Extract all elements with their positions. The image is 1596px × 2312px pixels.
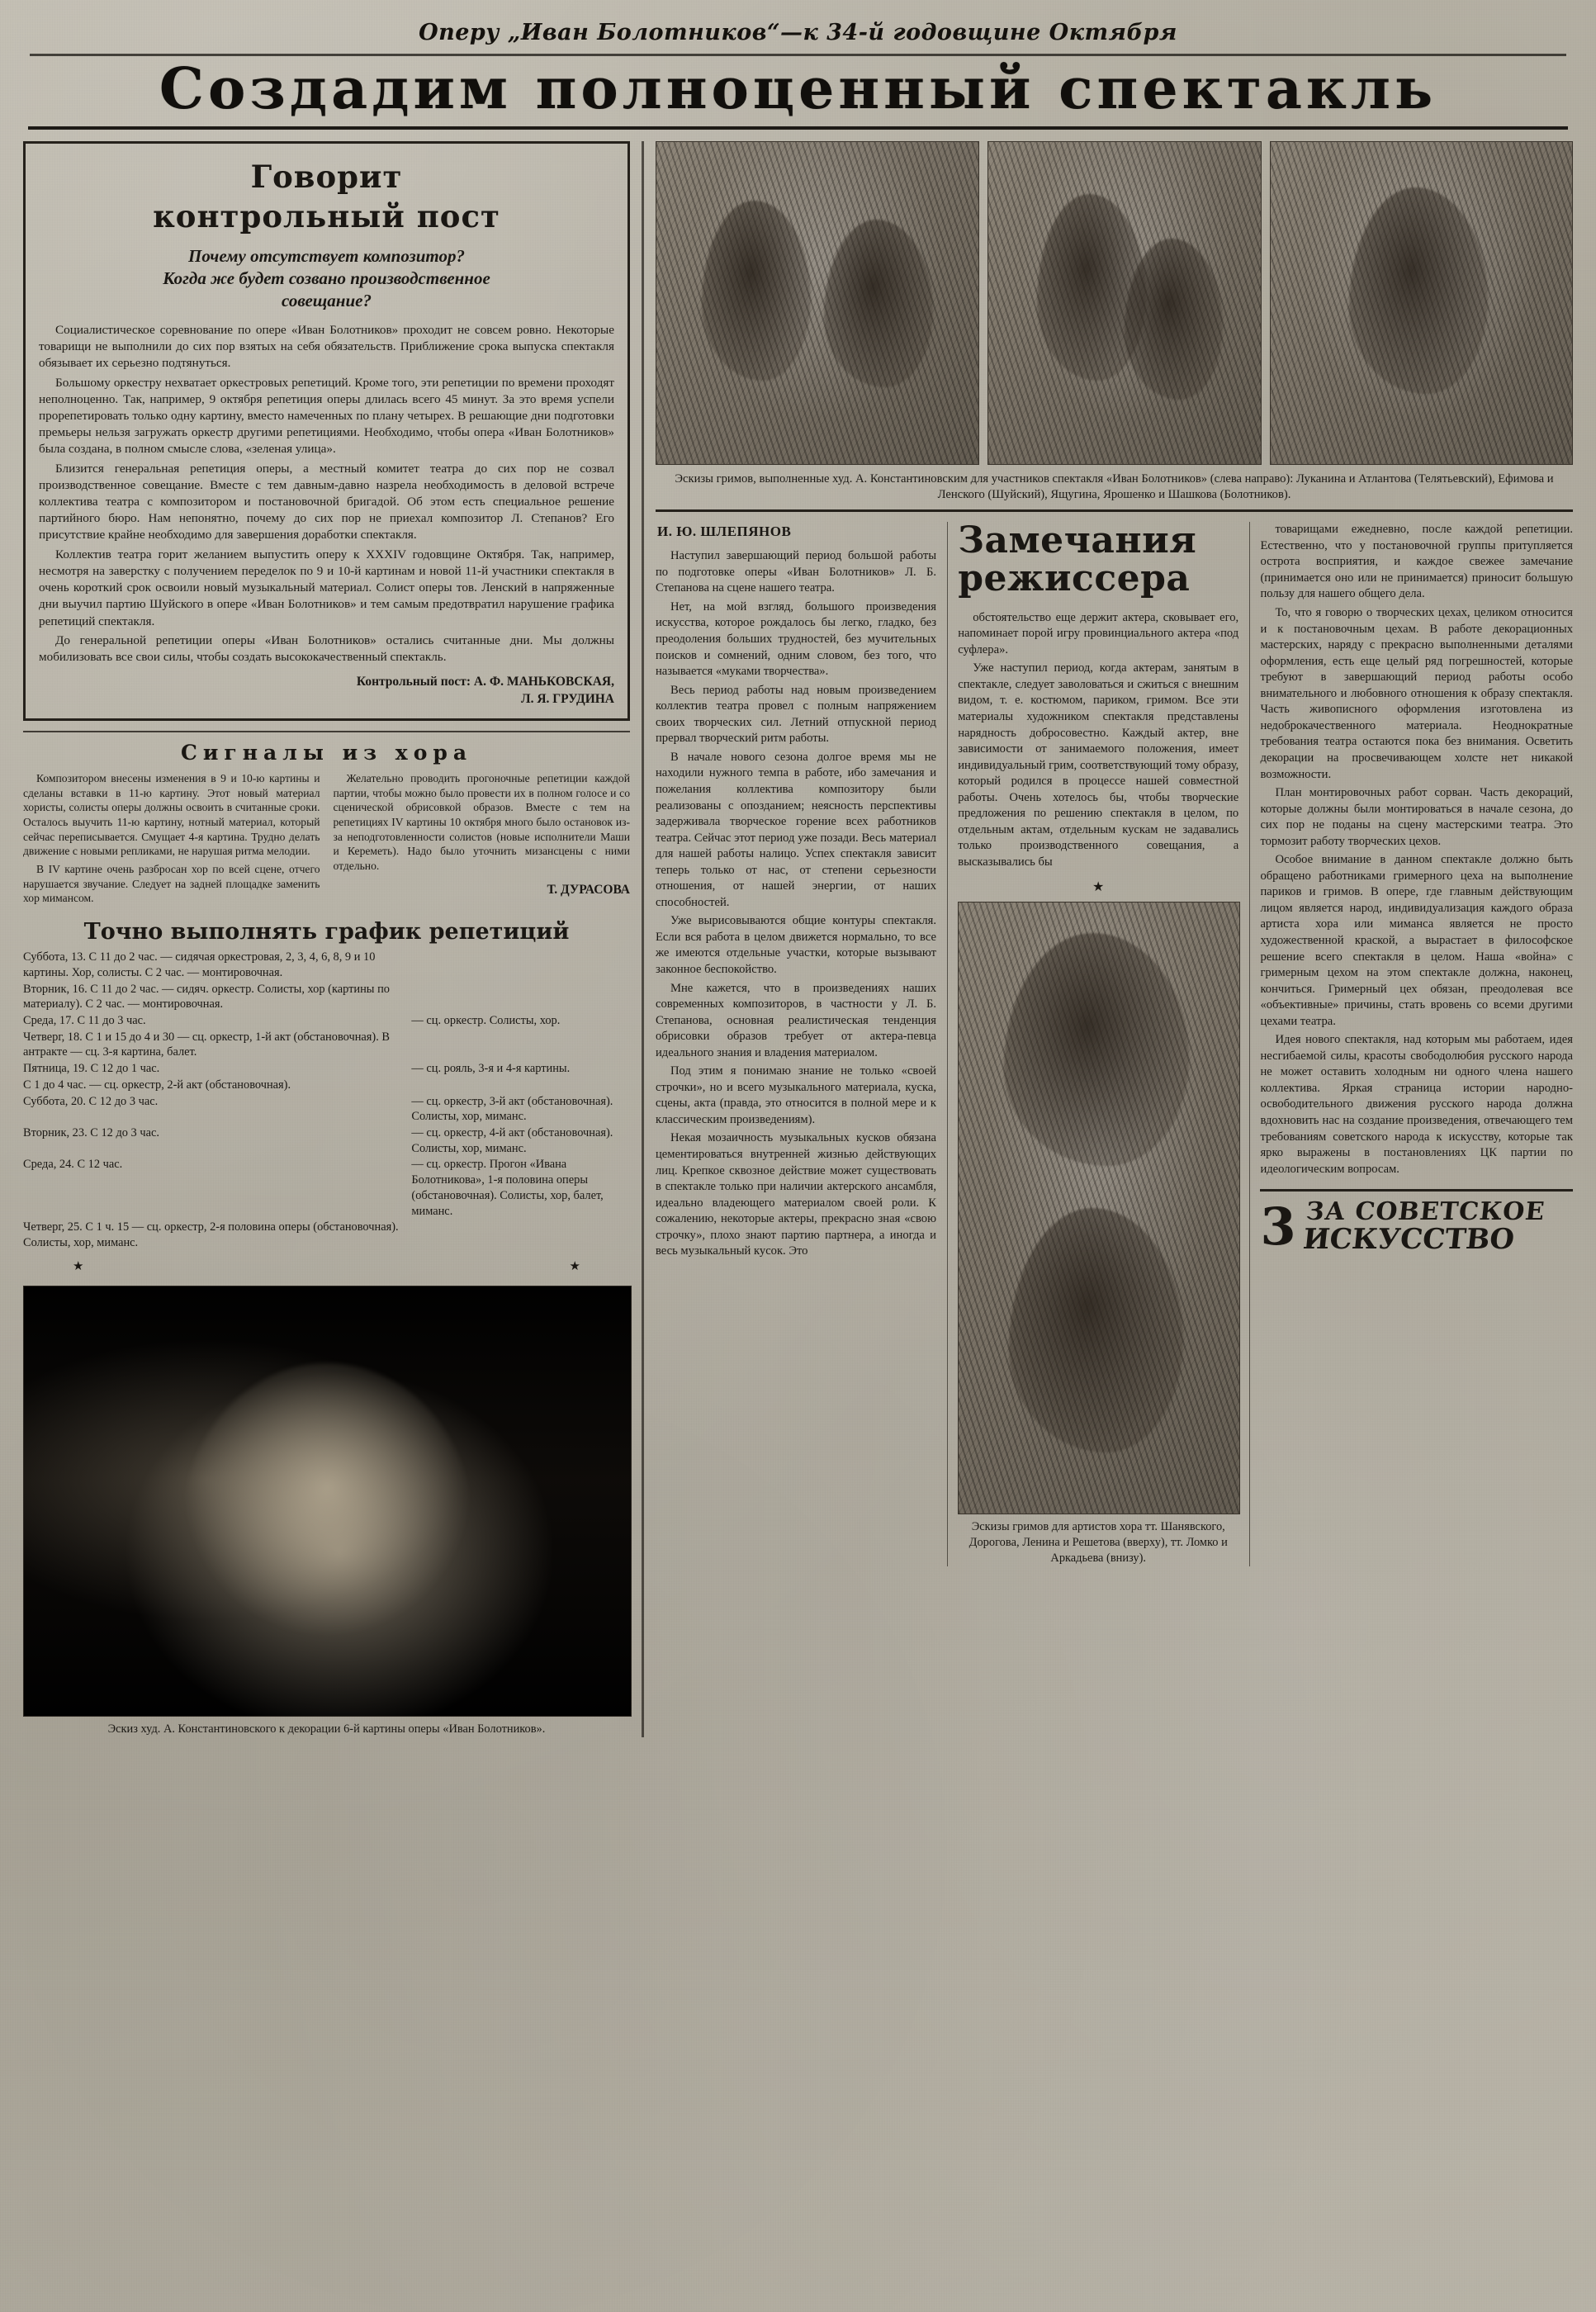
masthead-kicker: Оперу „Иван Болотников“—к 34-й годовщине Октября xyxy=(419,20,1177,45)
paragraph: обстоятельство еще держит актера, сковывает его, напоминает порой игру провинциального актера «под суфлера». xyxy=(958,610,1239,656)
page-columns xyxy=(23,141,1573,1736)
sketch-photo-3 xyxy=(1270,141,1573,465)
director-column-2 xyxy=(958,519,1239,1566)
logo-line-1: ЗА СОВЕТСКОЕ xyxy=(1304,1197,1546,1227)
paragraph: Уже наступил период, когда актерам, занятым в спектакле, следует заволоваться и сжиться с внешним видом, т. е. костюмом, париком, гримом. Все эти материалы художником спектакля представлены нарядность добросовестно. Каждый актер, вне зависимости от занимаемого положения, имеет индивидуальный грим, соответствующий тому образу, который родился в процессе нашей совместной работы. Очень хотелось бы, чтобы творческие предложения по решению спектакля в целом, по отдельным актам, отдельным кускам не задавались только производственного совещания, а высказывались бы xyxy=(958,661,1239,869)
stage-photo-caption: Эскиз худ. А. Константиновского к декорации 6-й картины оперы «Иван Болотников». xyxy=(107,1722,546,1736)
control-post-deck xyxy=(47,245,606,312)
paragraph: Социалистическое соревнование по опере «Иван Болотников» проходит не совсем ровно. Некоторые товарищи не выполнили до сих пор взятых на себя обязательств. Приближение срока выпуска спектакля обязывает их серьезно подтянуться. xyxy=(39,322,614,371)
schedule-body xyxy=(23,950,630,1251)
schedule-left: Среда, 24. С 12 час. xyxy=(23,1158,123,1172)
section-divider xyxy=(23,731,630,732)
paragraph: Близится генеральная репетиция оперы, а местный комитет театра до сих пор не созвал производственное совещание. Вместе с тем давным-давно назрела необходимость в деловой встрече коллектива театра с композитором и постановочной бригадой. Об этом есть специальное решение партийного бюро. Нам непонятно, почему до сих пор не приехал композитор Л. Степанов? Его присутствие крайне необходимо для завершения доработки спектакля. xyxy=(39,461,614,542)
schedule-right: — сц. рояль, 3-я и 4-я картины. xyxy=(411,1062,571,1076)
schedule-row xyxy=(23,950,630,980)
paragraph: Мне кажется, что в произведениях наших современных композиторов, в частности у Л. Б. Степанова, основная реалистическая тенденция обрисовки образов требует от актера-певца идеального знания и владения материалом. xyxy=(656,981,936,1059)
schedule-row xyxy=(23,1094,630,1125)
chorus-signature: Т. ДУРАСОВА xyxy=(547,882,630,897)
deck-line-2: Когда же будет созвано производственное xyxy=(163,268,490,289)
deck-line-1: Почему отсутствует композитор? xyxy=(188,246,465,267)
chorus-col-left xyxy=(23,771,320,909)
schedule-right: — сц. оркестр, 3-й акт (обстановочная). Солисты, хор, миманс. xyxy=(411,1094,613,1124)
schedule-row xyxy=(23,1125,630,1156)
star-icon: ★ xyxy=(569,1259,580,1273)
ornament-star: ★ xyxy=(1092,880,1105,895)
schedule-row xyxy=(23,1013,630,1029)
schedule-left: Суббота, 20. С 12 до 3 час. xyxy=(23,1094,159,1108)
schedule-left: С 1 до 4 час. — сц. оркестр, 2-й акт (обстановочная). xyxy=(23,1078,291,1092)
page-number: 3 xyxy=(1260,1196,1296,1257)
director-column-3 xyxy=(1260,522,1573,1257)
stage-decoration-photo xyxy=(23,1286,632,1717)
schedule-right xyxy=(411,1220,630,1250)
director-column-1 xyxy=(656,522,936,1263)
schedule-title: Точно выполнять график репетиций xyxy=(83,919,570,945)
paragraph: Идея нового спектакля, над которым мы работаем, идея несгибаемой силы, красоты свободолюбия русского народа не может оставить холодным ни одного члена нашего коллектива. Яркая страница истории народно-освободительного движения русского народа должна вдохновить нас на создание произведения, отвечающего тем требованиям советского народа к искусству, которые так ярко выражены в постановлениях ЦК партии по идеологическим вопросам. xyxy=(1260,1033,1573,1176)
schedule-row xyxy=(23,982,630,1012)
paragraph: Весь период работы над новым произведением коллектив театра провел с полным напряжением своих творческих сил. Летний отпускной период прервал творческий ритм работы. xyxy=(656,683,936,746)
control-post-title-line1: Говорит xyxy=(250,159,403,196)
paragraph: Нет, на мой взгляд, большого произведения искусства, которое рождалось бы легко, гладко, без преодоления больших трудностей, без мучительных поисков и сомнений, одним словом, без того, что называется «муками творчества». xyxy=(656,599,936,679)
publication-logo xyxy=(1300,1197,1546,1256)
paragraph: Уже вырисовываются общие контуры спектакля. Если вся работа в целом движется нормально, то все же имеются отдельные участки, которые вызывают законное беспокойство. xyxy=(656,914,936,976)
schedule-row xyxy=(23,1030,630,1060)
paragraph: Особое внимание в данном спектакле должно быть обращено работниками гримерного цеха на выполнение париков и гримов. В опере, где главным действующим лицом является народ, индивидуализация каждого образа артиста хора или миманса является не просто художественной краской, а вырастает в философское решение всего спектакля в целом. Наша «война» с гримерным цехом на этом спектакле должна, наконец, кончиться. Гримерный цех обязан, преодолевая все «объективные» причины, стать вровень со всеми другими цехами театра. xyxy=(1260,853,1573,1028)
signature-line: Контрольный пост: А. Ф. МАНЬКОВСКАЯ, xyxy=(356,675,614,689)
sketch-photo-2 xyxy=(987,141,1262,465)
control-post-title-line2: контрольный пост xyxy=(153,197,500,235)
paragraph: Наступил завершающий период большой работы по подготовке оперы «Иван Болотников» Л. Б. Степанова на сцене нашего театра. xyxy=(656,549,936,595)
schedule-left: Вторник, 23. С 12 до 3 час. xyxy=(23,1126,159,1140)
paragraph: Под этим я понимаю знание не только «своей строчки», но и всего музыкального материала, куска, сцены, акта (правда, это относится в полной мере и к классическим произведениям). xyxy=(656,1064,936,1126)
schedule-right: — сц. оркестр. Прогон «Ивана Болотникова», 1-я половина оперы (обстановочная). Солисты, хор, балет, миманс. xyxy=(411,1158,604,1218)
paragraph: В начале нового сезона долгое время мы не находили нужного темпа в работе, ибо замечания и пожелания коллектива композитору были реализованы с опозданием; неясность перспективы задерживала творческое горение всех работников театра. Сейчас этот период уже позади. Весь материал для нашей работы налицо. Успех спектакля зависит теперь только от нас, от степени серьезности отношения, от нашей энергии, от наших способностей. xyxy=(656,750,936,909)
page-headline: Создадим полноценный спектакль xyxy=(159,56,1437,122)
schedule-left: Пятница, 19. С 12 до 1 час. xyxy=(23,1062,160,1076)
chorus-signals-title: Сигналы из хора xyxy=(180,741,473,765)
chorus-sketch-caption: Эскизы гримов для артистов хора тт. Шанявского, Дороговa, Ленина и Решетова (вверху), тт. Ломко и Аркадьева (внизу). xyxy=(968,1520,1228,1565)
schedule-row xyxy=(23,1157,630,1219)
schedule-right xyxy=(411,1030,630,1060)
chorus-col-right xyxy=(334,771,631,909)
chorus-sketch-photo xyxy=(958,902,1240,1514)
schedule-left: Среда, 17. С 11 до 3 час. xyxy=(23,1014,146,1027)
schedule-left: Вторник, 16. С 11 до 2 час. — сидяч. оркестр. Солисты, хор (картины по материалу). С 2 час. — монтировочная. xyxy=(23,982,390,1012)
sketch-photo-1 xyxy=(656,141,979,465)
schedule-right: — сц. оркестр, 4-й акт (обстановочная). Солисты, хор, миманс. xyxy=(411,1126,613,1155)
schedule-row xyxy=(23,1078,630,1093)
schedule-left: Четверг, 18. С 1 и 15 до 4 и 30 — сц. оркестр, 1-й акт (обстановочная). В антракте — сц. 3-я картина, балет. xyxy=(23,1030,390,1059)
schedule-left: Четверг, 25. С 1 ч. 15 — сц. оркестр, 2-я половина оперы (обстановочная). Солисты, хор, миманс. xyxy=(23,1220,399,1250)
paragraph: План монтировочных работ сорван. Часть декораций, которые должны были монтироваться в начале сезона, до сих пор не поданы на сцену мастерскими театра. Это тормозит работу творческих цехов. xyxy=(1260,786,1573,848)
footer-logo xyxy=(1260,1189,1573,1257)
paragraph: Желательно проводить прогоночные репетиции каждой партии, чтобы можно было провести их в полном голосе и со сценической обрисовкой образов. Вместе с тем на репетициях IV картины 10 октября много было остановок из-за неподготовленности солистов (новые исполнители Маши и Кереметь). Надо было уточнить мизансцены с ними отдельно. xyxy=(333,772,630,873)
control-post-signature xyxy=(39,674,614,708)
signature-line: Л. Я. ГРУДИНА xyxy=(521,692,614,707)
paragraph: Коллектив театра горит желанием выпустить оперу к XXXIV годовщине Октября. Так, например, несмотря на заверстку с получением переделок по 9 и 10-й картинам и новой 11-й участники спектакля в очень короткий срок освоили новый музыкальный материал. Солист оперы тов. Ленский в напряженные дни выучил партию Шуйского в опере «Иван Болотников» и тем самым предотвратил нарушение графика репетиций спектакля. xyxy=(39,547,614,628)
schedule-right xyxy=(411,1078,630,1093)
star-icon: ★ xyxy=(73,1259,84,1273)
sketch-strip-caption: Эскизы гримов, выполненные худ. А. Константиновским для участников спектакля «Иван Болотников» (слева направо): Луканина и Атлантова (Телятьевский), Ефимова и Ленского (Шуйский), Ящугина, Ярошенко и Шашкова (Болотников). xyxy=(675,472,1554,502)
schedule-row xyxy=(23,1220,630,1250)
paragraph: товарищами ежедневно, после каждой репетиции. Естественно, что у постановочной группы притупляется острота восприятия, и каждое свежее замечание (принимается оно или не принимается) приносит большую пользу для нашего общего дела. xyxy=(1260,523,1573,601)
photo-rule xyxy=(656,509,1573,512)
column-divider xyxy=(642,141,644,1736)
director-author: И. Ю. ШЛЕПЯНОВ xyxy=(657,524,792,540)
deck-line-3: совещание? xyxy=(282,290,372,310)
schedule-right: — сц. оркестр. Солисты, хор. xyxy=(411,1014,561,1027)
left-column xyxy=(23,141,630,1736)
headline-rule xyxy=(28,126,1568,130)
masthead-rule xyxy=(30,54,1566,56)
chorus-signals-body xyxy=(23,771,630,909)
right-column xyxy=(656,141,1573,1566)
paragraph: Композитором внесены изменения в 9 и 10-ю картины и сделаны вставки в 11-ю картину. Этот новый материал хористы, солисты оперы должны освоить в считанные сроки. Осталось выучить 11-ю картину, нотный материал, который сейчас переписывается. Смущает 4-я картина. Трудно делать движение с новыми репликами, не нарушая ритма мелодии. xyxy=(23,772,320,858)
director-title: Замечания режиссера xyxy=(958,519,1197,600)
paragraph: Большому оркестру нехватает оркестровых репетиций. Кроме того, эти репетиции по времени проходят неполноценно. Так, например, 9 октября репетиция оперы длилась всего 45 минут. За это время успели прорепетировать только одну картину, вместо намеченных по плану четырех. В решающие дни подготовки премьеры нельзя загружать оркестр другими репетициями. Необходимо, чтобы опера «Иван Болотников» была создана, в полном смысле слова, «зеленая улица». xyxy=(39,375,614,457)
ornament-stars xyxy=(23,1252,630,1277)
director-section xyxy=(656,519,1573,1566)
schedule-row xyxy=(23,1061,630,1077)
paragraph: В IV картине очень разбросан хор по всей сцене, отчего нарушается звучание. Следует на задней площадке заменить хор мимансом. xyxy=(23,863,320,905)
control-post-body xyxy=(39,322,614,666)
makeup-sketch-strip xyxy=(656,141,1573,465)
paragraph: До генеральной репетиции оперы «Иван Болотников» остались считанные дни. Мы должны мобилизовать все свои силы, чтобы создать высококачественный спектакль. xyxy=(39,632,614,665)
control-post-box xyxy=(23,141,630,721)
schedule-left: Суббота, 13. С 11 до 2 час. — сидячая оркестровая, 2, 3, 4, 6, 8, 9 и 10 картины. Хор, солисты. С 2 час. — монтировочная. xyxy=(23,950,376,979)
director-body-3 xyxy=(1260,522,1573,1177)
schedule-right xyxy=(411,982,630,1012)
director-body-2 xyxy=(958,610,1238,871)
schedule-right xyxy=(411,950,630,980)
paragraph: То, что я говорю о творческих цехах, целиком относится и к постановочным цехам. В работе декорационных мастерских, наряду с прекрасно выполненными деталями оформления, есть еще целый ряд погрешностей, которые требуют в завершающий период работы особо внимательного и любовного отношения к образу спектакля. Часть живописного оформления изготовлена из недоброкачественного материала. Неоднократные требования театра остаются пока без внимания. Осветить декорации на просвечивающем холсте нет никакой возможности. xyxy=(1260,606,1573,781)
paragraph: Некая мозаичность музыкальных кусков обязана цементироваться внутренней жизнью действующих лиц. Крепкое сквозное действие может существовать в спектакле только при наличии актерского ансамбля, идеально владеющего материалом своей роли. К сожалению, некоторые актеры, прекрасно зная «свою строчку», плохо знают партию партнера, а иногда и весь музыкальный кусок. Это xyxy=(656,1131,936,1258)
logo-line-2: ИСКУССТВО xyxy=(1300,1222,1516,1256)
director-body-1 xyxy=(656,548,936,1260)
